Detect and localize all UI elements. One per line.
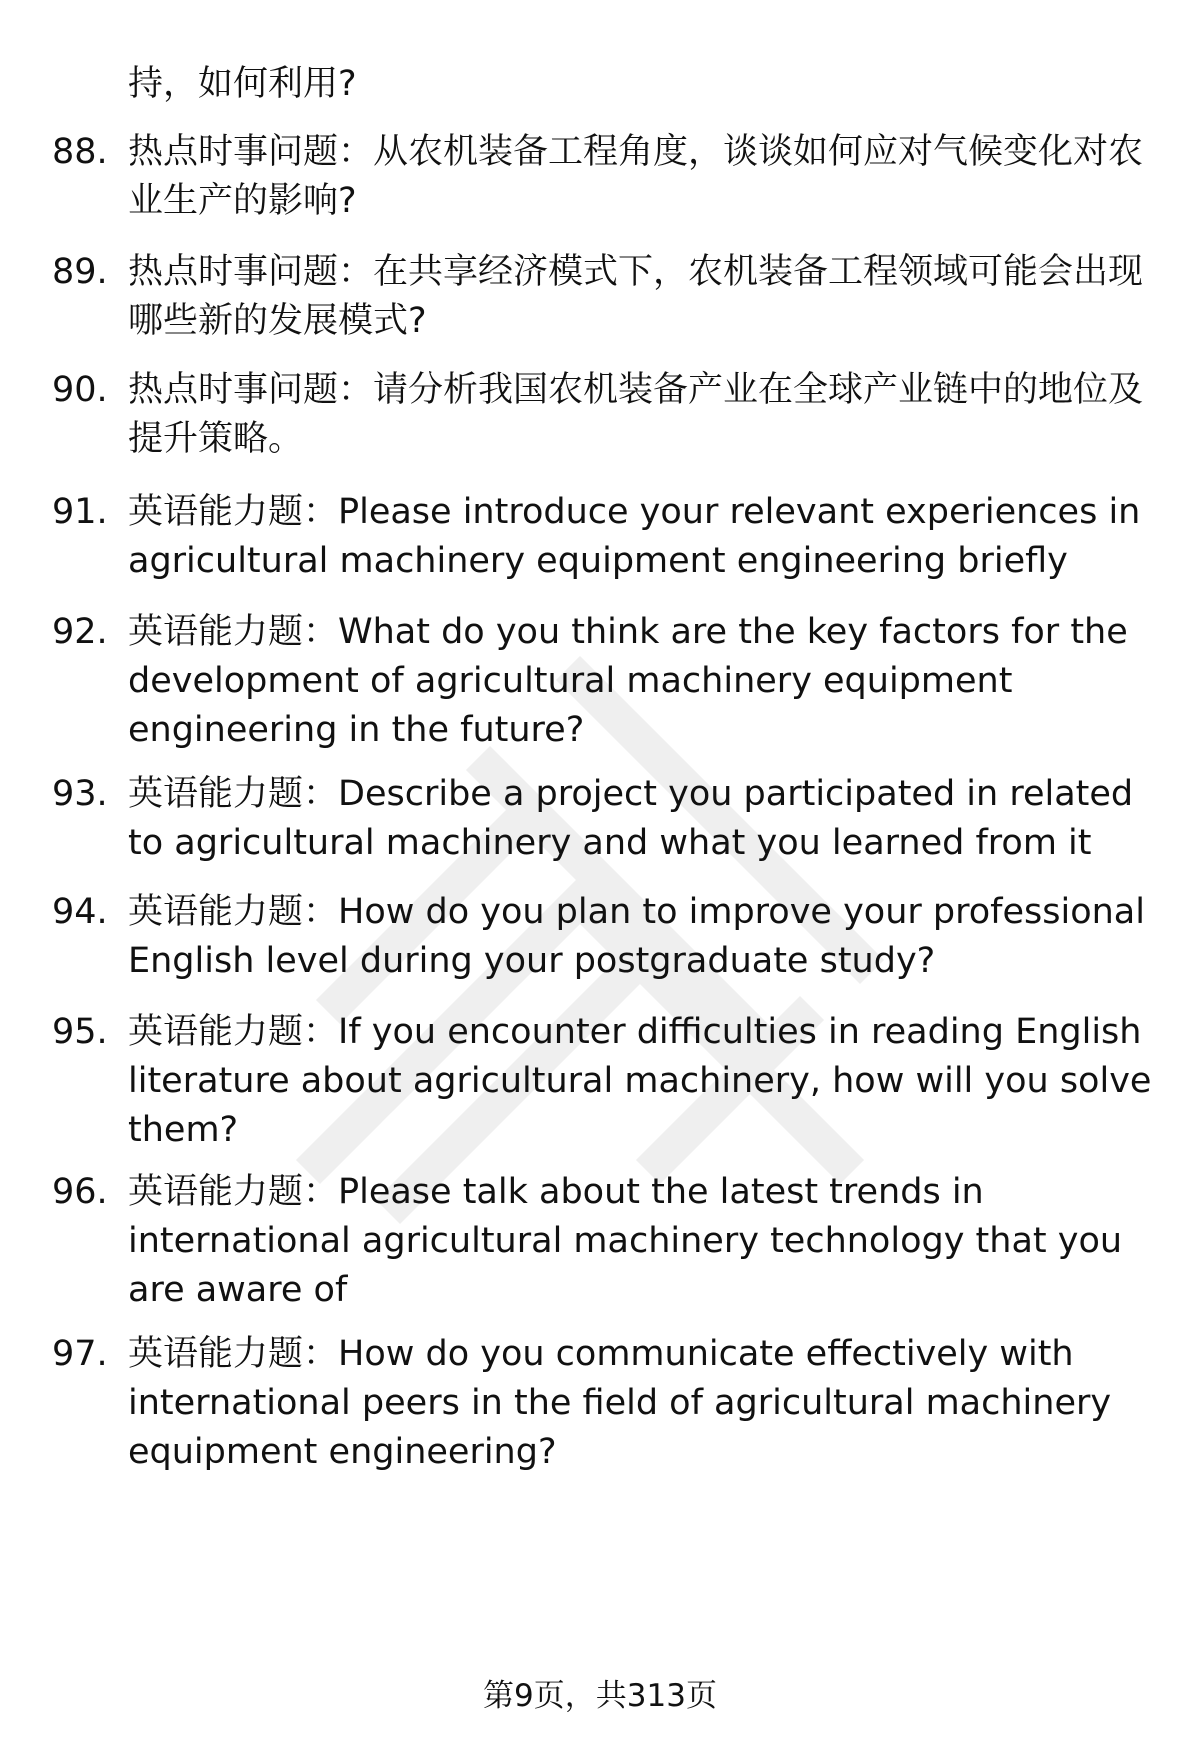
question-text: 英语能力题：Describe a project you participated in related to agricultural machinery and what you learned from it	[128, 774, 1134, 863]
question-number: 96.	[52, 1172, 108, 1212]
question-text: 英语能力题：How do you communicate effectively with international peers in the field of agricultural machinery equipment engineering?	[128, 1334, 1112, 1472]
question-text: 英语能力题：Please talk about the latest trends in international agricultural machinery technology that you are aware of	[128, 1172, 1123, 1310]
question-text: 英语能力题：If you encounter difficulties in reading English literature about agricultural machinery, how will you solve them?	[128, 1012, 1152, 1150]
question-number: 93.	[52, 774, 108, 814]
question-number: 90.	[52, 370, 108, 410]
question-number: 89.	[52, 252, 108, 292]
question-number: 92.	[52, 612, 108, 652]
question-number: 95.	[52, 1012, 108, 1052]
question-number: 97.	[52, 1334, 108, 1374]
question-text: 英语能力题：Please introduce your relevant experiences in agricultural machinery equipment engineering briefly	[128, 492, 1141, 581]
question-number: 94.	[52, 892, 108, 932]
question-text: 热点时事问题：从农机装备工程角度，谈谈如何应对气候变化对农业生产的影响?	[128, 132, 1144, 221]
question-text: 热点时事问题：在共享经济模式下，农机装备工程领域可能会出现哪些新的发展模式?	[128, 252, 1144, 341]
question-number: 88.	[52, 132, 108, 172]
page-footer: 第9页，共313页	[483, 1678, 717, 1714]
question-text: 英语能力题：What do you think are the key factors for the development of agricultural machinery equipment engineering in the future?	[128, 612, 1128, 750]
continued-question-text: 持，如何利用?	[128, 64, 357, 104]
question-text: 热点时事问题：请分析我国农机装备产业在全球产业链中的地位及提升策略。	[128, 370, 1144, 459]
question-text: 英语能力题：How do you plan to improve your professional English level during your postgraduate study?	[128, 892, 1145, 981]
question-number: 91.	[52, 492, 108, 532]
